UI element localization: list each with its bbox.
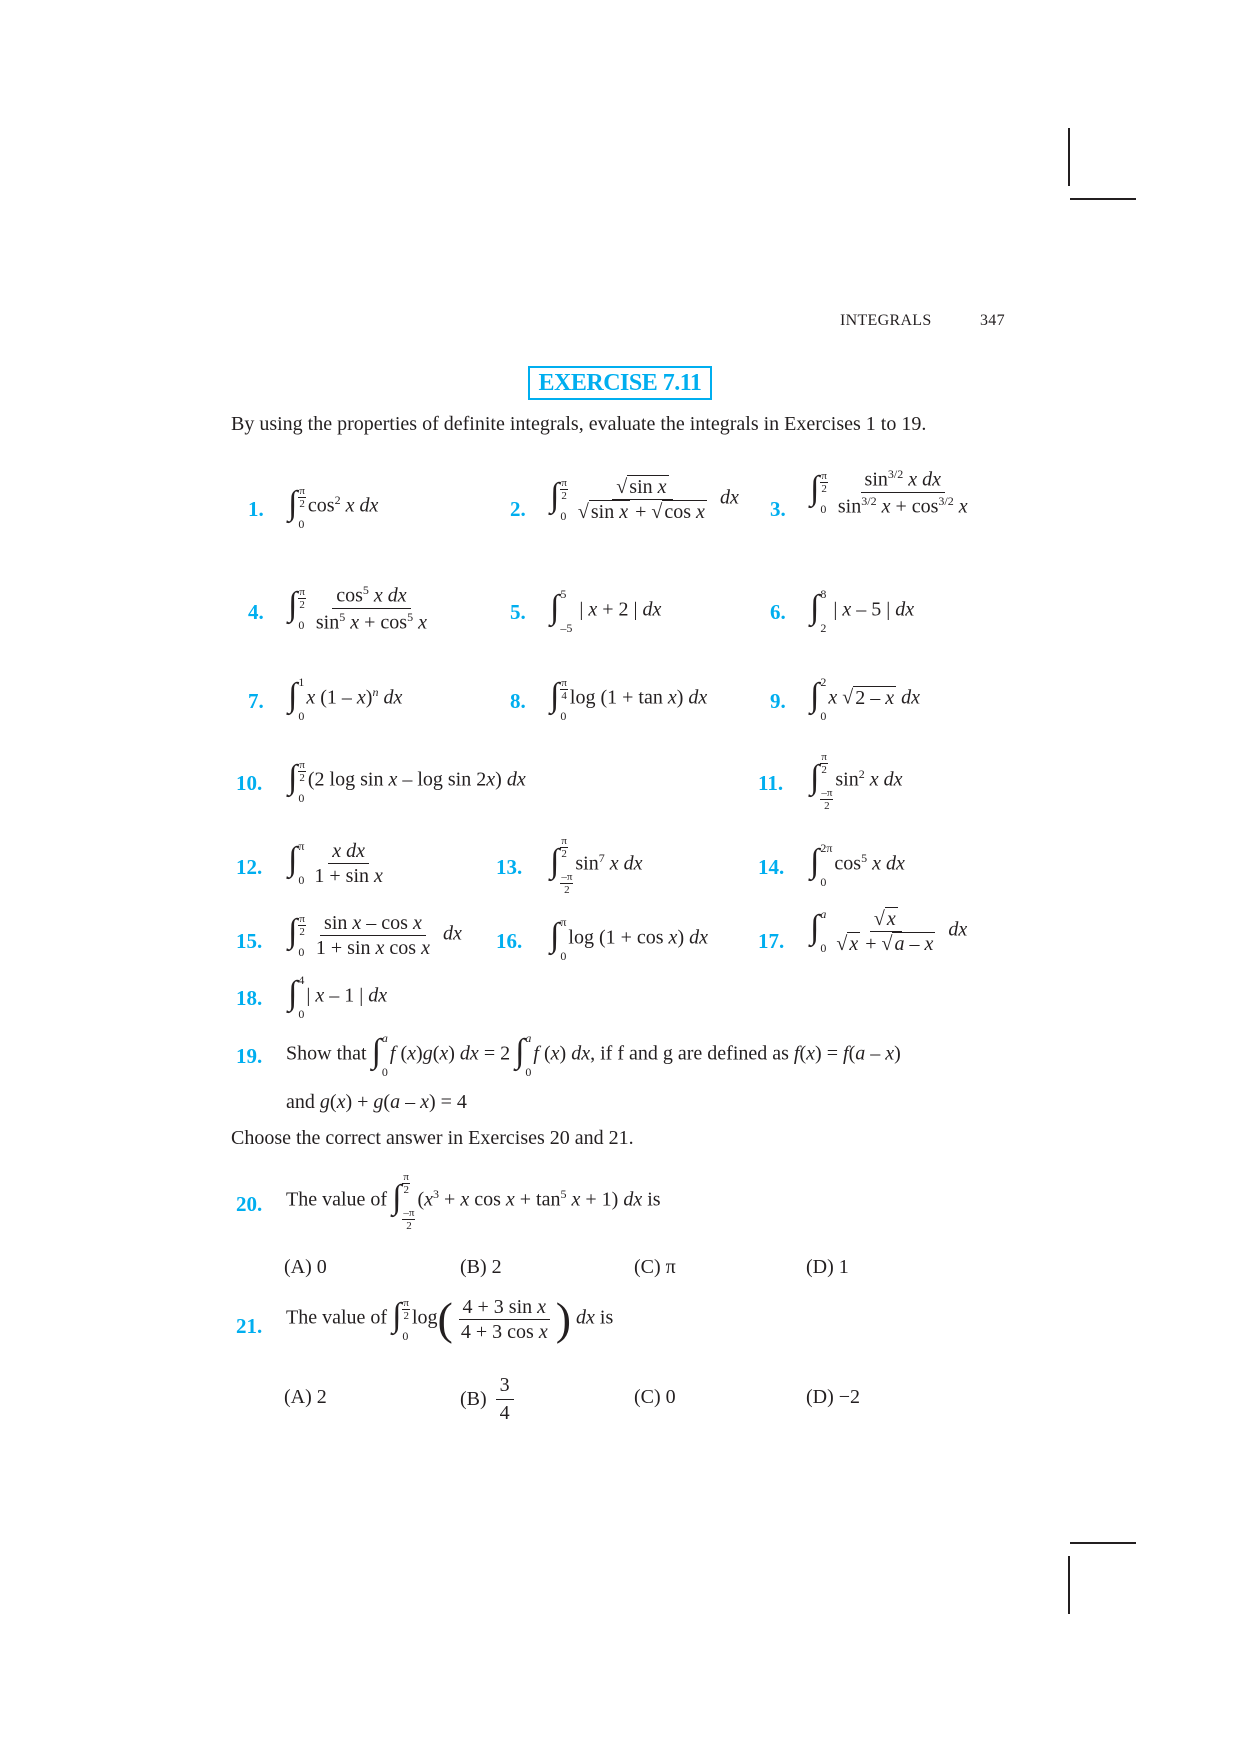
problem-number: 9. [770,689,786,713]
question-21-text: The value of ∫ $\frac{\pi}{2}$ 0 log( $\frac{\text{4 + 3 sin x}}{\text{4 + 3 cos x}}$ ) dx is [286,1293,614,1344]
problem-expression: ∫ a 0 $\frac{√ x}{√ x + √ a - x}$ dx [810,907,968,955]
problem-number: 10. [236,771,263,795]
instruction: By using the properties of definite integrals, evaluate the integrals in Exercises 1 to 19. [231,413,927,435]
problem-number: 5. [510,600,526,624]
problem-expression: ∫ π 0 log (1 + cos x) dx [550,915,708,963]
crop-mark-top-horizontal [1070,198,1136,200]
problem-number: 19. [236,1044,263,1068]
the-value-of-label: The value of [286,1188,388,1211]
problem-number: 13. [496,855,523,879]
problem-number: 17. [758,929,785,953]
problem-number: 15. [236,929,263,953]
option-c: (C) 0 [634,1386,676,1408]
problem-number: 6. [770,600,786,624]
if-clause: , if f and g are defined as [590,1042,789,1065]
option-c: (C) π [634,1256,676,1278]
problem-expression: ∫ 2 0 x √ 2 – x dx [810,675,920,723]
and-label: and [286,1091,315,1113]
problem-expression: ∫ π 0 $\frac{\text{x dx}}{\text{1 + sin x}}$ [288,839,383,887]
problem-expression: ∫ $\frac{\pi}{2}$ 0 $\frac{\cos^5 x dx}{\sin^5 x + \cos^5 x}$ [288,583,427,634]
option-b: (B) $\frac{3}{4}$ [460,1374,518,1425]
problem-expression: ∫ 4 0 | x – 1 | dx [288,973,388,1021]
problem-number: 16. [496,929,523,953]
problem-expression: ∫ $\frac{\pi}{2}$ 0 $\cos^2 x$ dx [288,484,379,531]
question-20-text: The value of ∫ $\frac{\pi}{2}$ $\frac{-\pi}{2}$ ($x^3 + x$ $\cos x + \tan^5 x + 1$) dx is [286,1171,661,1232]
exercise-title: EXERCISE 7.11 [528,366,712,400]
is-label: is [647,1188,661,1211]
problem-number: 4. [248,600,264,624]
problem-19-continuation: and g(x) + g(a – x) = 4 [286,1091,467,1113]
problem-expression: ∫ $\frac{\pi}{2}$ 0 $\frac{\text{√ sin x}}{\text{√ sin x + √ cos x}}$ dx [550,475,739,523]
option-d: (D) 1 [806,1256,849,1278]
crop-mark-bottom-horizontal [1070,1542,1136,1544]
option-a: (A) 2 [284,1386,327,1408]
problem-number: 3. [770,497,786,521]
crop-mark-top-vertical [1068,128,1070,186]
show-that-label: Show that [286,1042,367,1065]
question-number: 20. [236,1192,263,1216]
problem-expression: ∫ $\frac{\pi}{2}$ 0 $\frac{\sin^{3/2} x dx}{\sin^{3/2} x + \cos^{3/2} x}$ [810,467,968,518]
crop-mark-bottom-vertical [1068,1556,1070,1614]
is-label: is [599,1306,614,1329]
problem-expression: ∫ 8 2 | x – 5 | dx [810,587,915,635]
problem-expression: ∫ 2π 0 $\cos^5 x$ dx [810,841,905,889]
problem-expression: ∫ 5 –5 | x + 2 | dx [550,587,662,635]
problem-number: 2. [510,497,526,521]
problem-number: 1. [248,497,264,521]
problem-number: 18. [236,986,263,1010]
problem-number: 8. [510,689,526,713]
problem-expression: ∫ 1 0 x (1 – x)$^n$ dx [288,675,403,723]
page-number: 347 [980,312,1005,329]
problem-expression: ∫ $\frac{\pi}{2}$ $\frac{-\pi}{2}$ $\sin^7 x$ dx [550,835,643,896]
option-d: (D) −2 [806,1386,861,1408]
problem-expression: ∫ $\frac{\pi}{2}$ $\frac{-\pi}{2}$ $\sin^2 x$ dx [810,751,903,812]
problem-number: 11. [758,771,784,795]
problem-expression: ∫ $\frac{\pi}{2}$ 0 $\frac{\text{sin x – cos x}}{\text{1 + sin x cos x}}$ dx [288,911,462,959]
problem-number: 7. [248,689,264,713]
mcq-instruction: Choose the correct answer in Exercises 20 and 21. [231,1127,634,1149]
running-head: INTEGRALS [840,312,932,329]
the-value-of-label: The value of [286,1306,388,1329]
problem-19-statement: Show that ∫ a 0 f (x)g(x) dx = 2 ∫ a 0 f (x) dx, if f and g are defined as f(x) = f(a – x) [286,1031,901,1079]
problem-expression: ∫ $\frac{\pi}{2}$ 0 (2 log sin x – log sin 2x) dx [288,758,526,805]
option-b: (B) 2 [460,1256,502,1278]
problem-number: 14. [758,855,785,879]
option-a: (A) 0 [284,1256,327,1278]
problem-number: 12. [236,855,263,879]
question-number: 21. [236,1314,263,1338]
problem-expression: ∫ $\frac{\pi}{4}$ 0 log (1 + tan x) dx [550,676,708,723]
